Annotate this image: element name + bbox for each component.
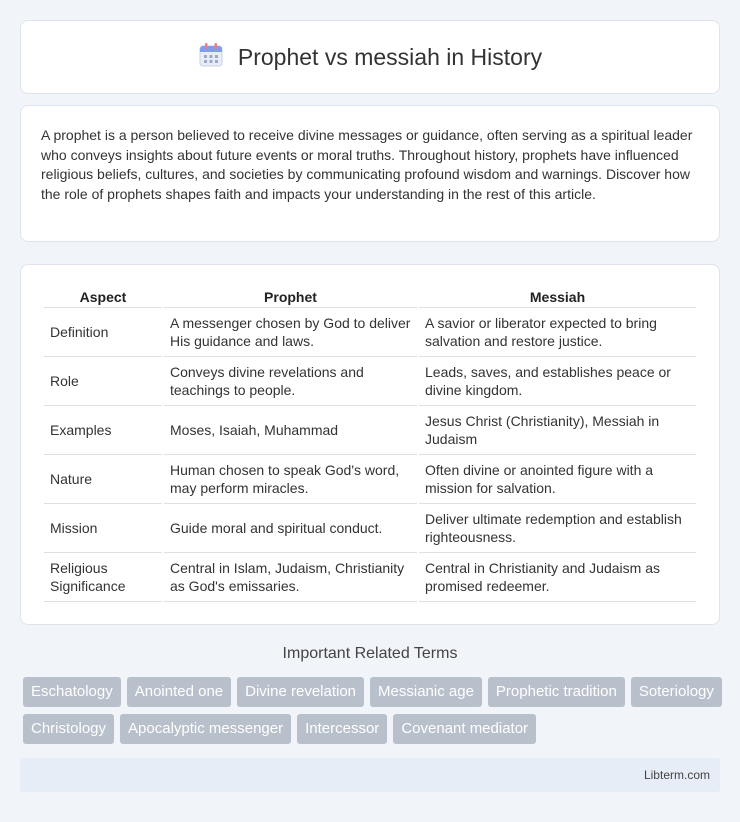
aspect-cell: Mission (44, 504, 162, 553)
aspect-cell: Nature (44, 455, 162, 504)
header (198, 42, 542, 73)
footer (20, 758, 720, 792)
table-row (44, 406, 696, 455)
comparison-card (20, 264, 720, 625)
tag-eschatology[interactable]: Eschatology (23, 677, 121, 707)
messiah-cell: Deliver ultimate redemption and establish righteousness. (419, 504, 696, 553)
messiah-cell: Often divine or anointed figure with a mission for salvation. (419, 455, 696, 504)
column-header-prophet: Prophet (164, 285, 417, 308)
comparison-table (42, 285, 698, 602)
related-terms-title: Important Related Terms (282, 645, 458, 662)
messiah-cell: Central in Christianity and Judaism as promised redeemer. (419, 553, 696, 602)
aspect-cell: Religious Significance (44, 553, 162, 602)
messiah-cell: Leads, saves, and establishes peace or divine kingdom. (419, 357, 696, 406)
intro-card (20, 105, 720, 242)
table-row (44, 553, 696, 602)
prophet-cell: Guide moral and spiritual conduct. (164, 504, 417, 553)
table-row (44, 455, 696, 504)
related-terms-list (23, 677, 723, 744)
tag-anointed-one[interactable]: Anointed one (127, 677, 231, 707)
tag-messianic-age[interactable]: Messianic age (370, 677, 482, 707)
prophet-cell: A messenger chosen by God to deliver His guidance and laws. (164, 308, 417, 357)
table-row (44, 504, 696, 553)
tag-prophetic-tradition[interactable]: Prophetic tradition (488, 677, 625, 707)
intro-paragraph: A prophet is a person believed to receive divine messages or guidance, often serving as a spiritual leader who conveys insights about future events or moral truths. Throughout history, prophets have influenced religious beliefs, cultures, and societies by communicating profound wisdom and warnings. Discover how the role of prophets shapes faith and impacts your understanding in the rest of this article. (41, 127, 693, 202)
prophet-cell: Human chosen to speak God's word, may perform miracles. (164, 455, 417, 504)
prophet-cell: Central in Islam, Judaism, Christianity as God's emissaries. (164, 553, 417, 602)
table-row (44, 308, 696, 357)
column-header-aspect: Aspect (44, 285, 162, 308)
messiah-cell: A savior or liberator expected to bring salvation and restore justice. (419, 308, 696, 357)
calendar-icon (198, 42, 224, 73)
tag-intercessor[interactable]: Intercessor (297, 714, 387, 744)
tag-divine-revelation[interactable]: Divine revelation (237, 677, 364, 707)
aspect-cell: Definition (44, 308, 162, 357)
column-header-messiah: Messiah (419, 285, 696, 308)
tag-christology[interactable]: Christology (23, 714, 114, 744)
tag-apocalyptic-messenger[interactable]: Apocalyptic messenger (120, 714, 291, 744)
page-title: Prophet vs messiah in History (237, 43, 543, 70)
prophet-cell: Moses, Isaiah, Muhammad (164, 406, 417, 455)
aspect-cell: Examples (44, 406, 162, 455)
table-row (44, 357, 696, 406)
header-card (20, 20, 720, 94)
table-header-row (44, 285, 696, 308)
prophet-cell: Conveys divine revelations and teachings to people. (164, 357, 417, 406)
messiah-cell: Jesus Christ (Christianity), Messiah in Judaism (419, 406, 696, 455)
aspect-cell: Role (44, 357, 162, 406)
footer-brand-link[interactable]: Libterm.com (643, 768, 710, 782)
tag-soteriology[interactable]: Soteriology (631, 677, 722, 707)
tag-covenant-mediator[interactable]: Covenant mediator (393, 714, 536, 744)
